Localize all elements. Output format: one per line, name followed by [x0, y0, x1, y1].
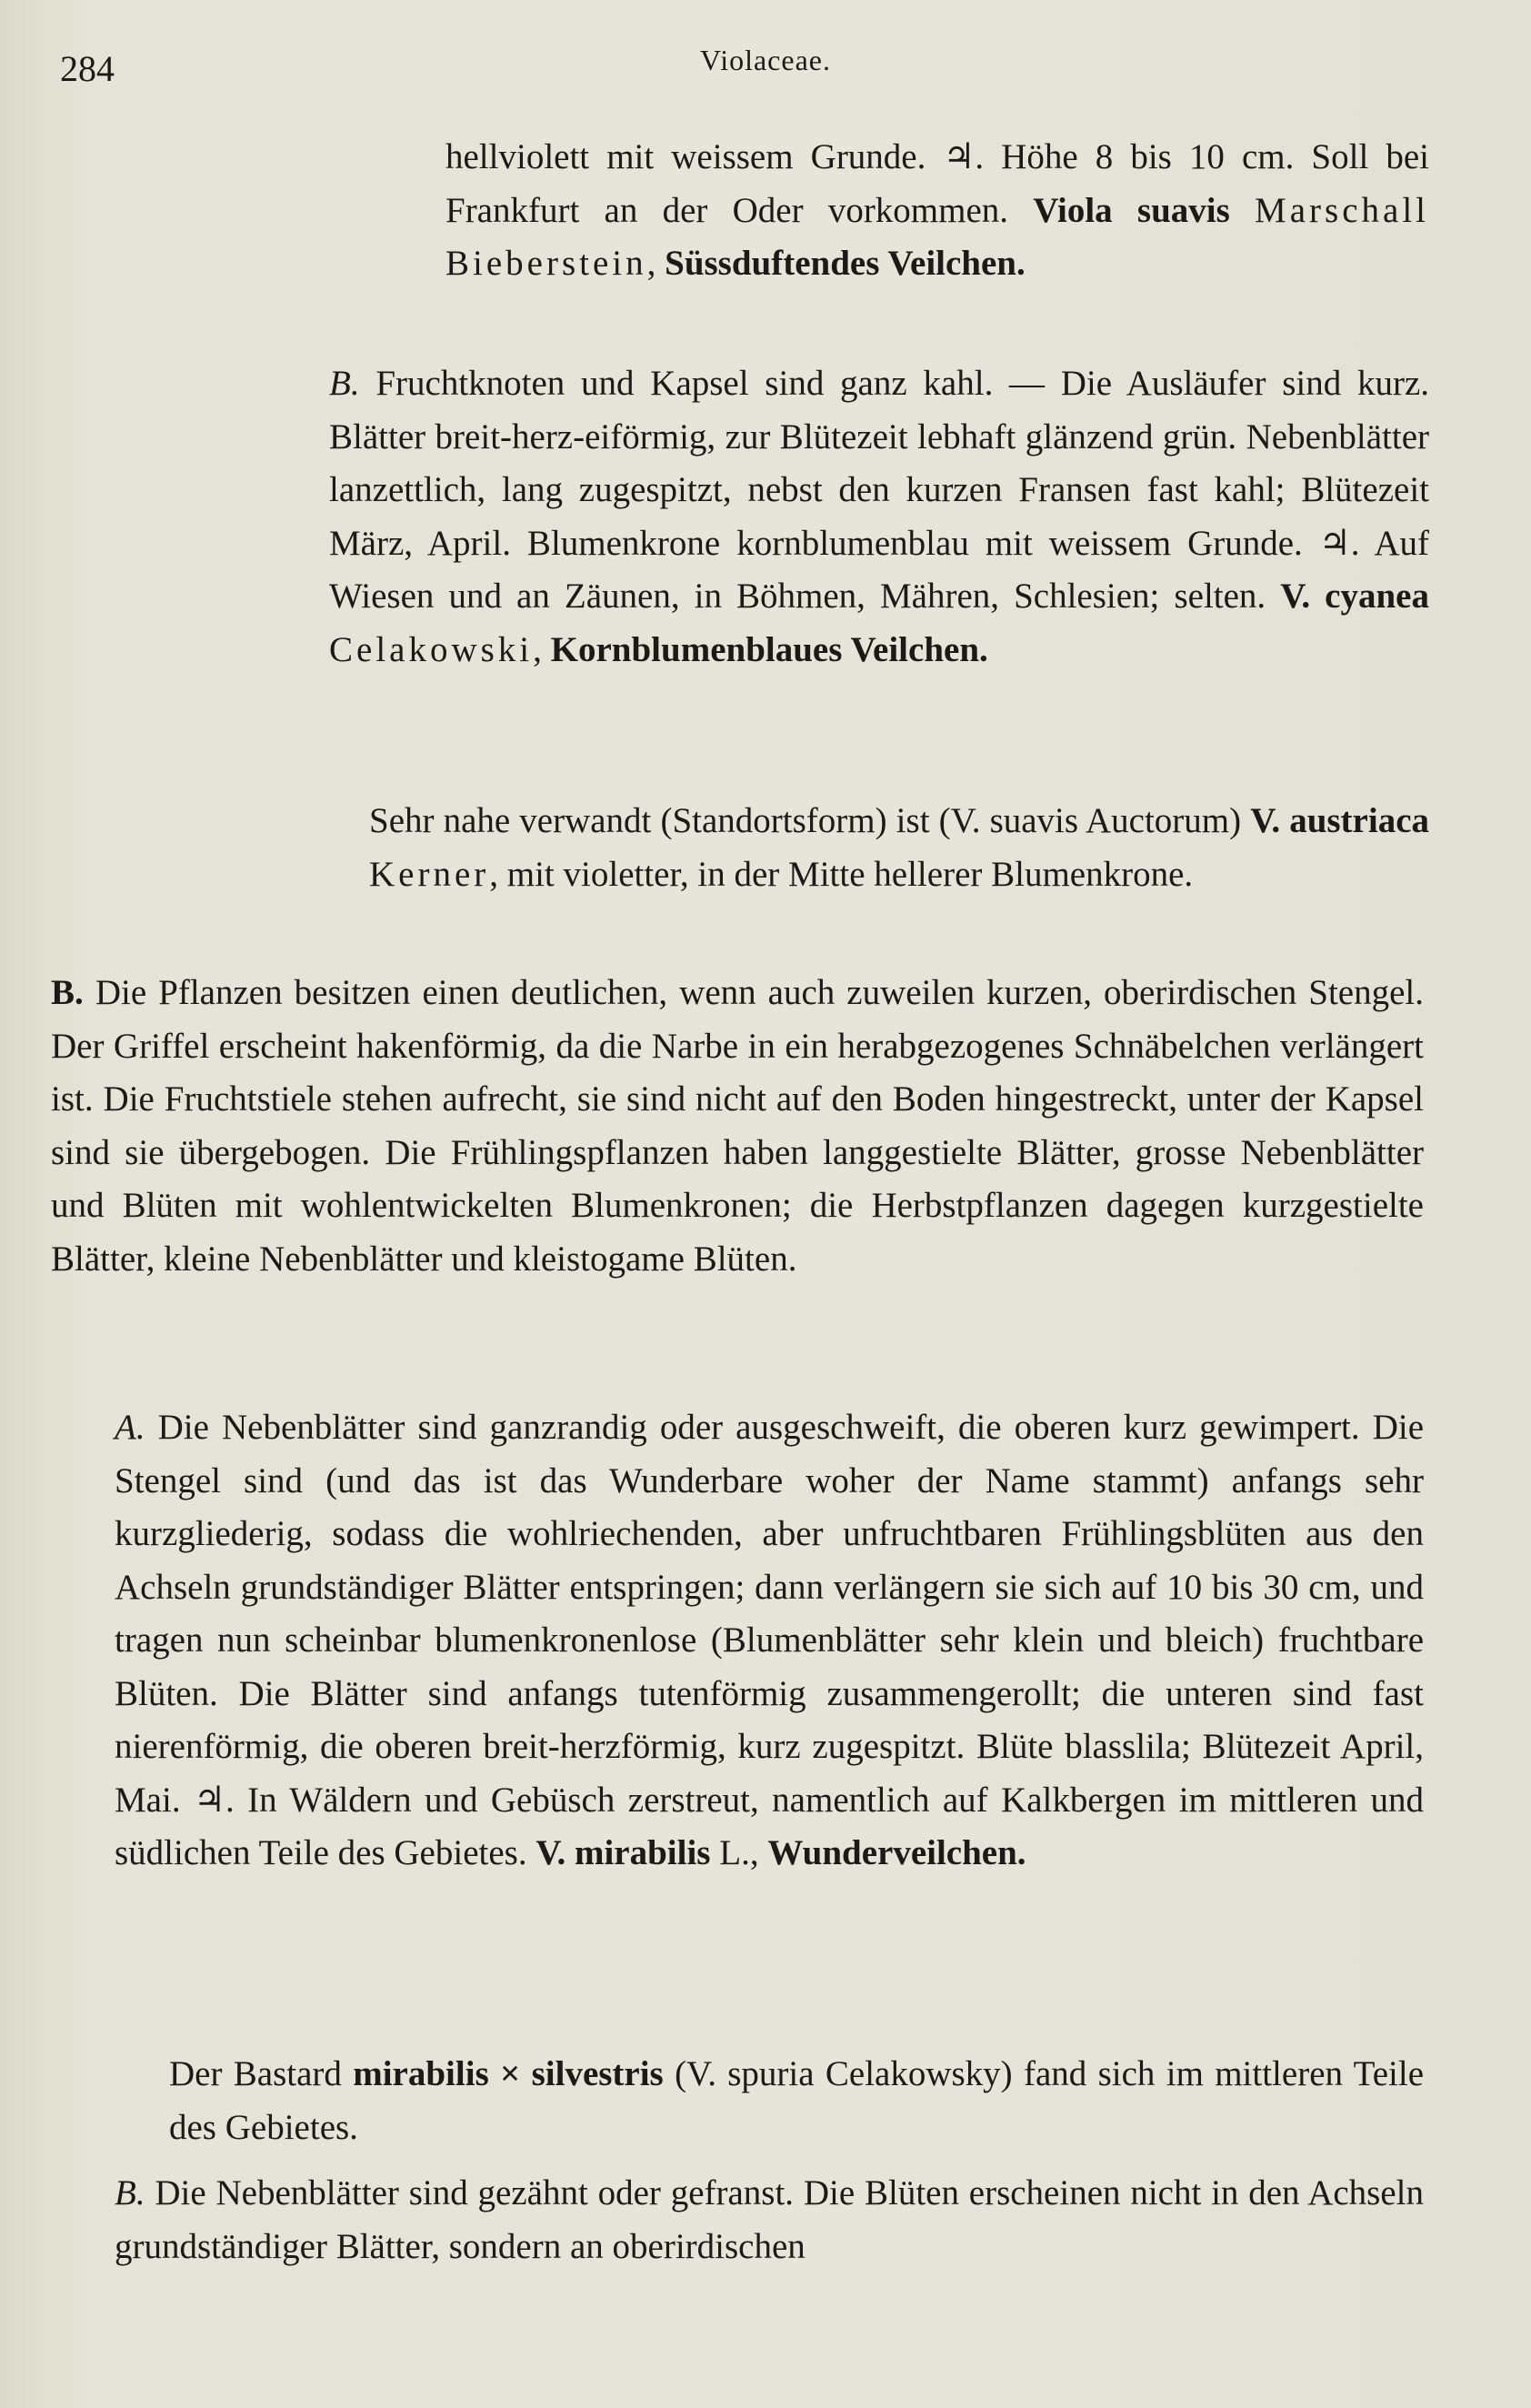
author-name: Marschall Bieberstein [445, 190, 1429, 283]
page-header [0, 40, 1531, 95]
key-label-b-italic: B. [115, 2173, 145, 2212]
species-name-v-cyanea: V. cyanea [1280, 577, 1429, 616]
author-name: Kerner [369, 854, 490, 894]
common-name-wunderveilchen: Wunderveilchen. [767, 1833, 1026, 1872]
paragraph-v-cyanea: B. Fruchtknoten und Kapsel sind ganz kahl. — Die Ausläufer sind kurz. Blätter breit-herz-eiförmig, zur Blütezeit lebhaft glänzend grün. Nebenblätter lanzettlich, lang zugespitzt, nebst den kurzen Fransen fast kahl; Blütezeit März, April. Blumenkrone kornblumenblau mit weissem Grunde. ♃. Auf Wiesen und an Zäunen, in Böhmen, Mähren, Schlesien; selten. V. cyanea Celakowski, Kornblumenblaues Veilchen. [329, 364, 1429, 669]
common-name-suessduftendes-veilchen: Süssduftendes Veilchen. [665, 244, 1026, 283]
species-name-viola-suavis: Viola suavis [1033, 190, 1230, 230]
author-name: Celakowski [329, 629, 534, 669]
paragraph-key-b-stengel: B. Die Pflanzen besitzen einen deutlichen, wenn auch zuweilen kurzen, oberirdischen Stengel. Der Griffel erscheint hakenförmig, da die Narbe in ein herabgezogenes Schnäbelchen verlängert ist. Die Fruchtstiele stehen aufrecht, sie sind nicht auf den Boden hingestreckt, unter der Kapsel sind sie übergebogen. Die Frühlingspflanzen haben langgestielte Blätter, grosse Nebenblätter und Blüten mit wohlentwickelten Blumenkronen; die Herbstpflanzen dagegen kurzgestielte Blätter, kleine Nebenblätter und kleistogame Blüten. [51, 973, 1425, 1279]
key-label-b-bold: B. [51, 973, 84, 1012]
key-label-a-italic: A. [115, 1408, 145, 1447]
paragraph-key-b-nebenblaetter: B. Die Nebenblätter sind gezähnt oder gefranst. Die Blüten erscheinen nicht in den Achseln grundständiger Blätter, sondern an oberirdischen [115, 2173, 1424, 2266]
paragraph-v-austriaca: Sehr nahe verwandt (Standortsform) ist (V. suavis Auctorum) V. austriaca Kerner, mit violetter, in der Mitte hellerer Blumenkrone. [369, 801, 1430, 894]
paragraph-viola-suavis: hellviolett mit weissem Grunde. ♃. Höhe 8 bis 10 cm. Soll bei Frankfurt an der Oder vorkommen. Viola suavis Marschall Bieberstein, Süssduftendes Veilchen. [445, 137, 1429, 283]
paragraph-bastard: Der Bastard mirabilis × silvestris (V. spuria Celakowsky) fand sich im mittleren Teile des Gebietes. [169, 2054, 1425, 2147]
species-name-v-austriaca: V. austriaca [1250, 801, 1430, 840]
species-name-v-mirabilis: V. mirabilis [535, 1833, 711, 1872]
running-title: Violaceae. [700, 44, 831, 76]
page-number: 284 [60, 48, 115, 89]
hybrid-name: mirabilis × silvestris [353, 2054, 664, 2093]
paragraph-v-mirabilis: A. Die Nebenblätter sind ganzrandig oder ausgeschweift, die oberen kurz gewimpert. Die Stengel sind (und das ist das Wunderbare woher der Name stammt) anfangs sehr kurzgliederig, sodass die wohlriechenden, aber unfruchtbaren Frühlingsblüten aus den Achseln grundständiger Blätter entspringen; dann verlängern sie sich auf 10 bis 30 cm, und tragen nun scheinbar blumenkronenlose (Blumenblätter sehr klein und bleich) fruchtbare Blüten. Die Blätter sind anfangs tutenförmig zusammengerollt; die unteren sind fast nierenförmig, die oberen breit-herzförmig, kurz zugespitzt. Blüte blasslila; Blütezeit April, Mai. ♃. In Wäldern und Gebüsch zerstreut, namentlich auf Kalkbergen im mittleren und südlichen Teile des Gebietes. V. mirabilis L., Wunderveilchen. [115, 1408, 1425, 1872]
key-label-b-italic: B. [329, 364, 360, 403]
common-name-kornblumenblaues-veilchen: Kornblumenblaues Veilchen. [550, 629, 988, 669]
